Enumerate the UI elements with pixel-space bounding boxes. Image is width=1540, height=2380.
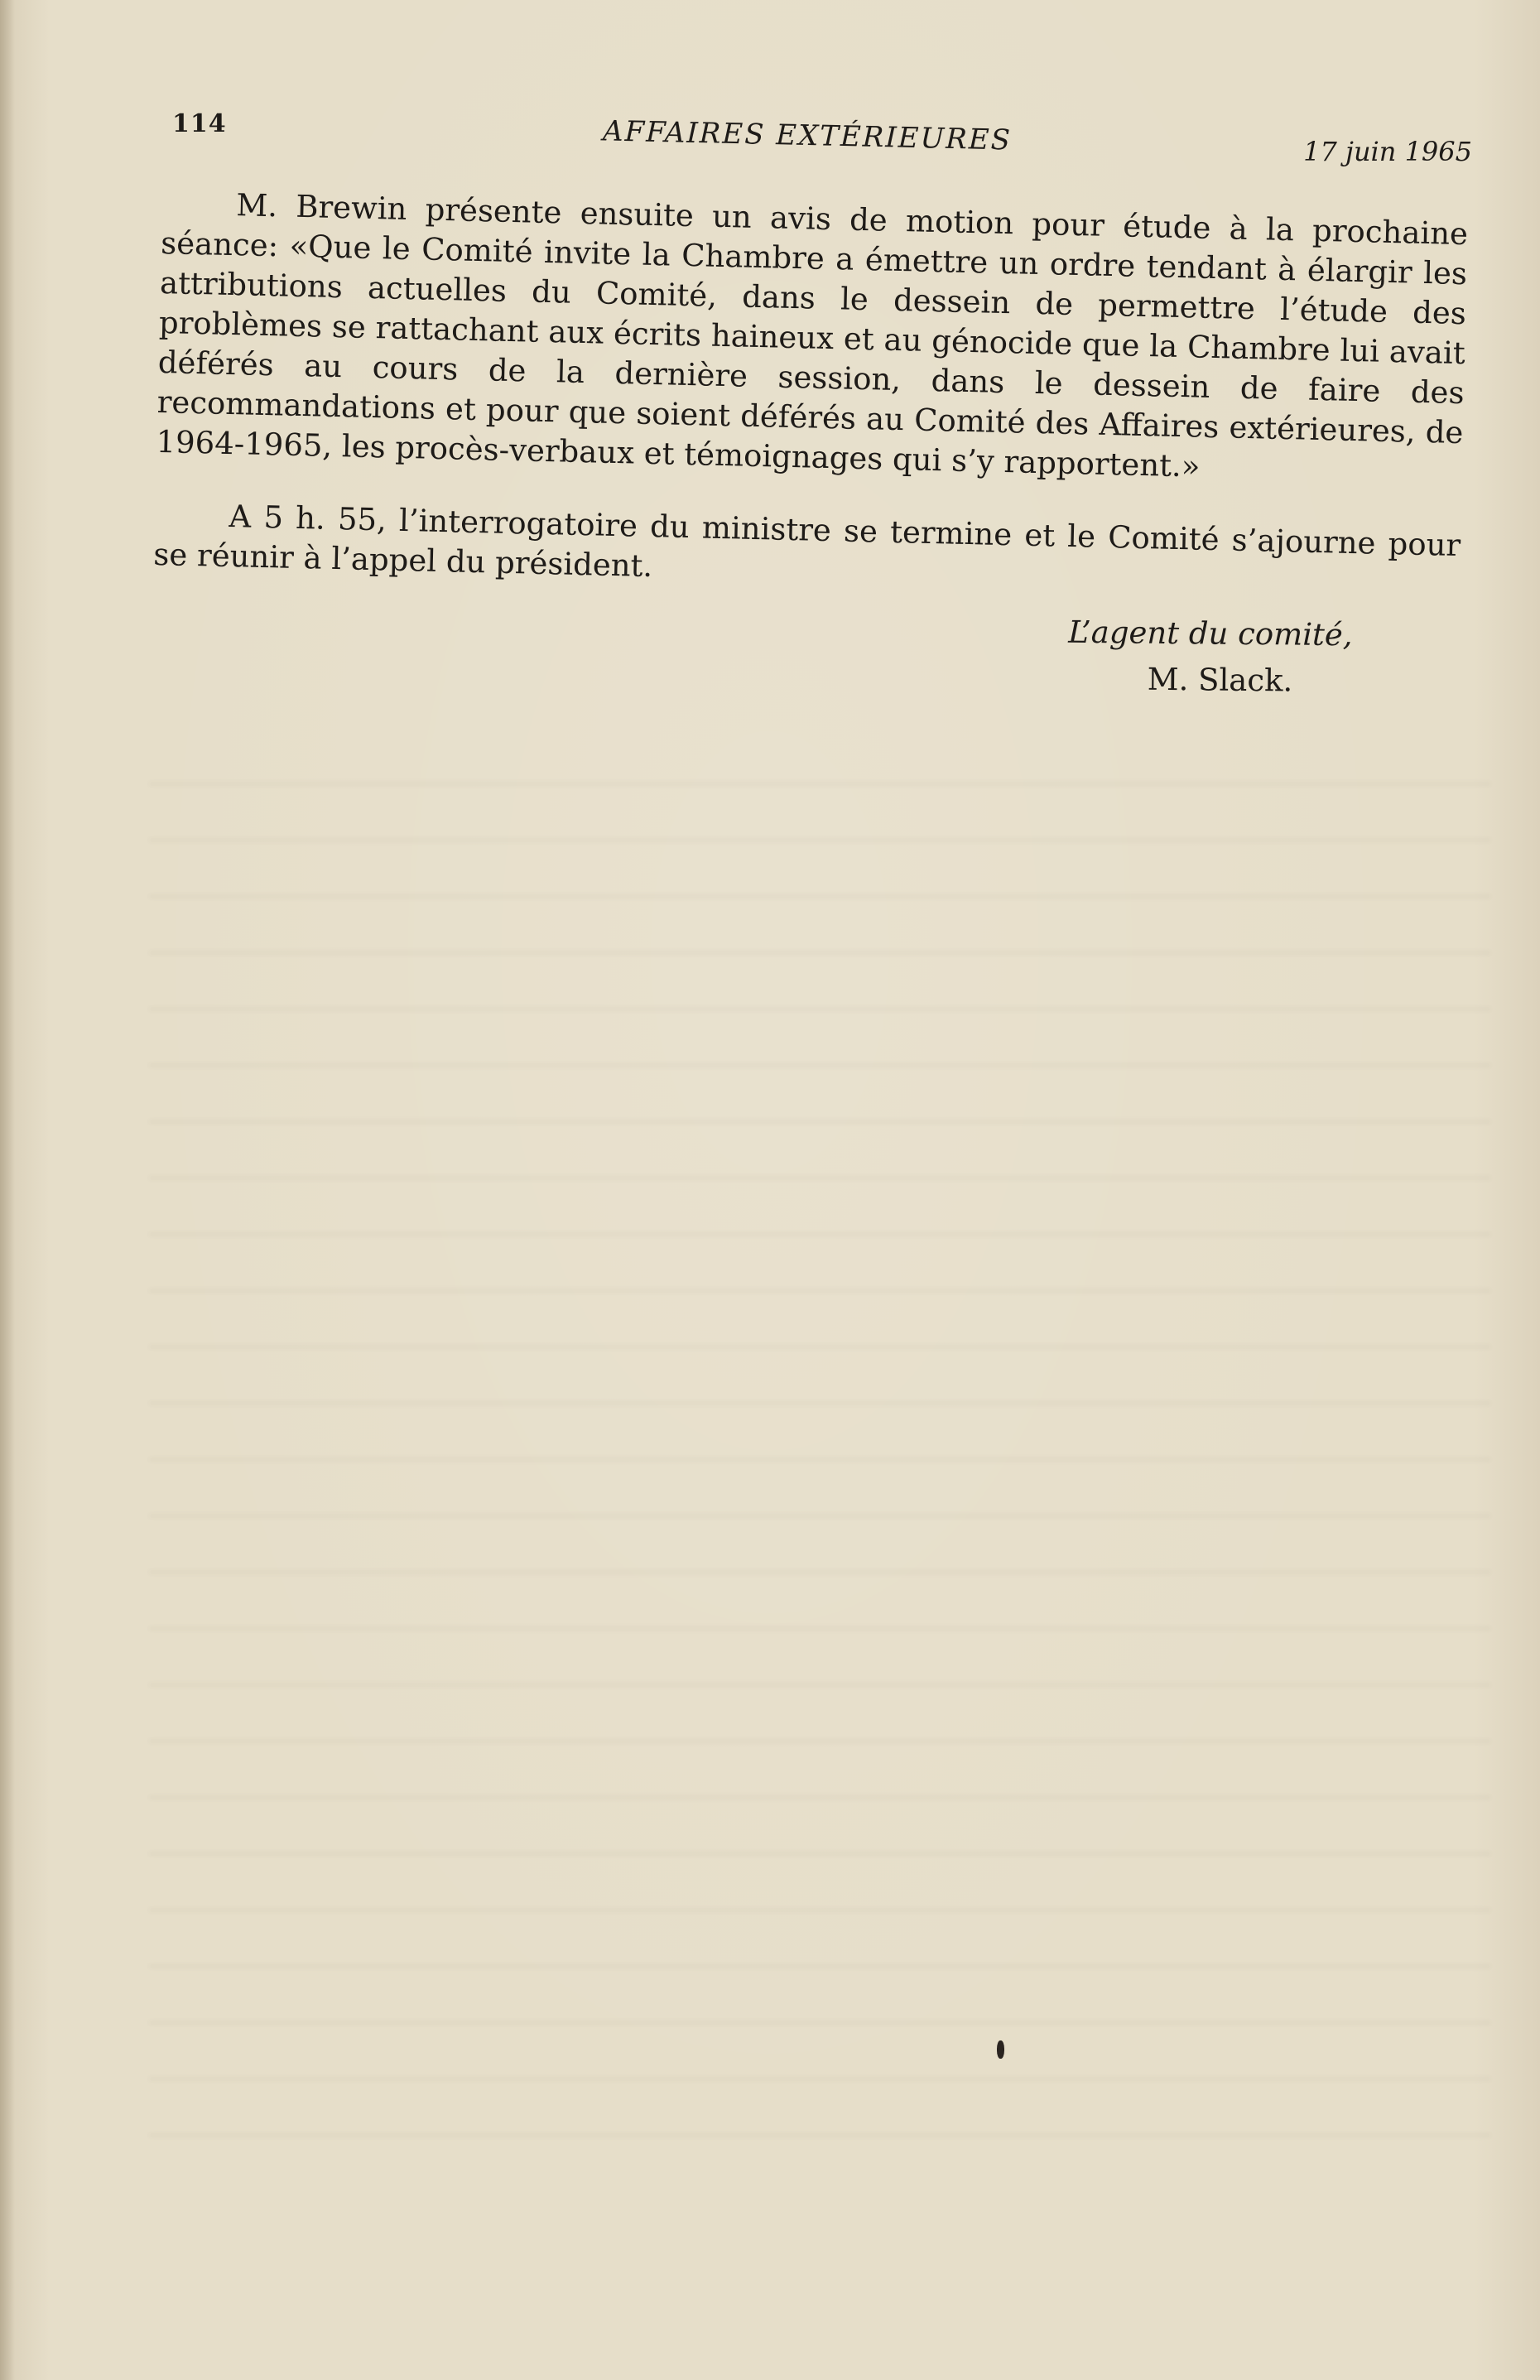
signature-block	[1067, 609, 1432, 706]
paragraph-motion: M. Brewin présente ensuite un avis de motion pour étude à la prochaine séance: «Que le Comité invite la Chambre a émettre un ordre tendant à élargir les attributions actuelles du Comité, dans le dessein de permettre l’étude des problèmes se rattachant aux écrits haineux et au génocide que la Chambre lui avait déférés au cours de la dernière session, dans le dessein de faire des recommandations et pour que soient déférés au Comité des Affaires extérieures, de 1964-1965, les procès-verbaux et témoignages qui s’y rapportent.»	[156, 187, 1469, 484]
signature-role: L’agent du comité,	[1068, 614, 1353, 653]
show-through-text	[149, 729, 1490, 2137]
running-date: 17 juin 1965	[1303, 136, 1472, 167]
ink-speck	[997, 2040, 1004, 2059]
running-header	[172, 106, 1472, 167]
paragraph-adjournment: A 5 h. 55, l’interrogatoire du ministre se termine et le Comité s’ajourne pour se réunir à l’appel du président.	[152, 499, 1461, 585]
running-title: AFFAIRES EXTÉRIEURES	[602, 114, 1013, 157]
page-spine-shadow	[0, 0, 15, 2380]
body-text	[152, 184, 1469, 638]
page-number: 114	[172, 109, 227, 138]
signature-name: M. Slack.	[1147, 661, 1293, 699]
